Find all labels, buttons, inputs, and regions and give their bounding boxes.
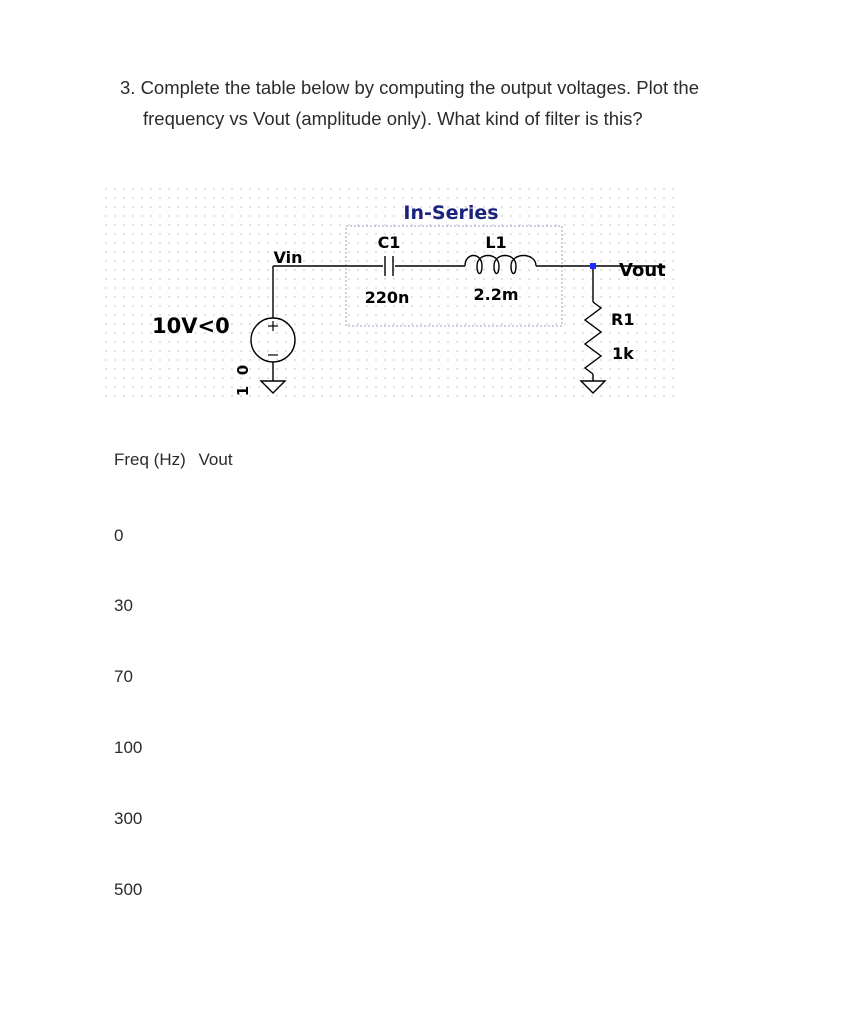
circuit-schematic [105, 188, 695, 418]
r1-name: R1 [611, 310, 635, 329]
c1-value: 220n [364, 288, 410, 307]
vout-node-icon [590, 263, 596, 269]
source-value: 10V<0 [152, 314, 230, 338]
vin-label: Vin [273, 248, 303, 267]
l1-value: 2.2m [473, 285, 519, 304]
col-freq-header: Freq (Hz) [114, 450, 186, 469]
table-row: 300 [114, 809, 143, 828]
table-row: 100 [114, 738, 143, 757]
table-row: 0 [114, 526, 124, 545]
vout-label: Vout [619, 260, 666, 281]
col-vout-header: Vout [198, 450, 233, 469]
question-line-2: frequency vs Vout (amplitude only). What kind of filter is this? [143, 108, 643, 129]
group-title: In-Series [403, 202, 499, 224]
c1-name: C1 [377, 233, 401, 252]
table-row: 30 [114, 596, 133, 615]
question-text [120, 72, 780, 134]
table-row: 500 [114, 880, 143, 899]
source-phase-top: 0 [234, 364, 252, 376]
source-phase-bottom: 1 [234, 385, 252, 397]
l1-name: L1 [485, 233, 507, 252]
table-row: 70 [114, 667, 133, 686]
r1-value: 1k [612, 344, 634, 363]
question-line-1: 3. Complete the table below by computing the output voltages. Plot the [120, 77, 700, 98]
table-header [114, 450, 241, 470]
